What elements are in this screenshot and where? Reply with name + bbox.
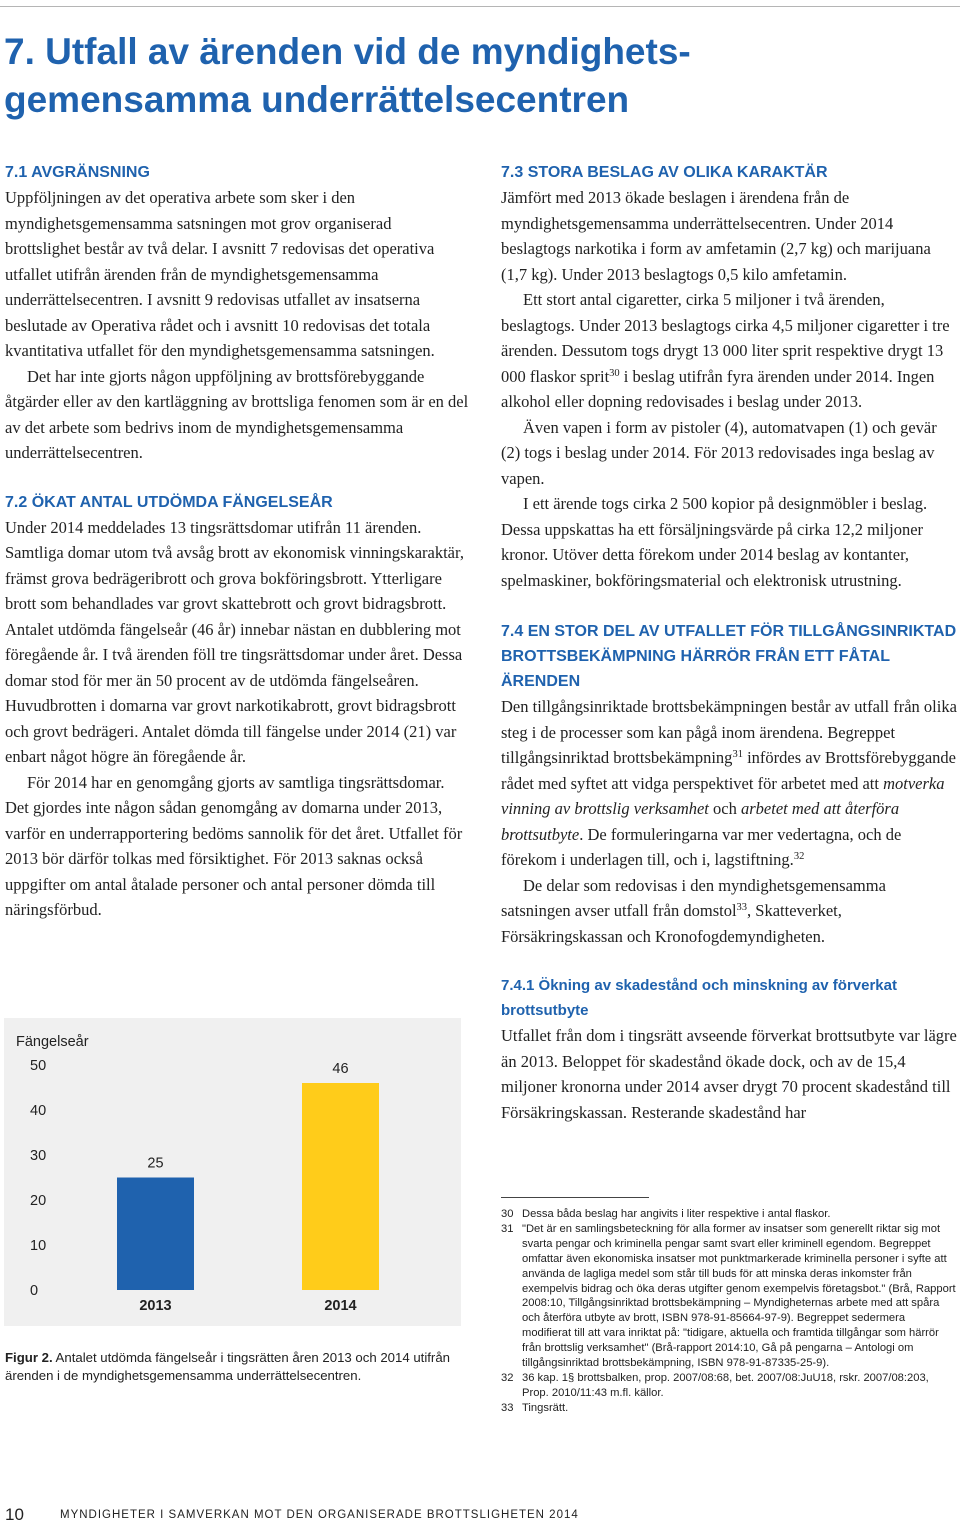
- footnote-divider: [501, 1197, 649, 1198]
- y-tick-label: 10: [30, 1238, 47, 1254]
- paragraph: Uppföljningen av det operativa arbete som sker i den myndighetsgemensamma satsningen mot grov organiserad brottslighet består av två delar. I avsnitt 7 redovisas det operativa utfallet utifrån ärenden från de myndighetsgemensamma underrättelsecentren. I avsnitt 9 redovisas utfallet av insatserna beslutade av Operativa rådet och i avsnitt 10 redovisas det totala kvantitativa utfallet för den myndighetsgemensamma satsningen.: [5, 188, 435, 360]
- y-tick-label: 0: [30, 1283, 39, 1299]
- x-tick-label-2013: 2013: [139, 1298, 172, 1314]
- section-heading-7-4: 7.4 EN STOR DEL AV UTFALLET FÖR TILLGÅNGSINRIKTAD BROTTSBEKÄMPNING HÄRRÖR FRÅN ETT FÅTAL ÄRENDEN: [501, 623, 957, 690]
- paragraph-text: infördes av Brottsförebyggande rådet med syftet att vidga perspektivet för arbetet med att: [501, 748, 957, 793]
- data-label-2013: 25: [147, 1155, 164, 1172]
- y-tick-label: 50: [30, 1058, 47, 1074]
- footnote-number: 33: [501, 1401, 514, 1414]
- bar-2013: [117, 1178, 194, 1291]
- y-axis-label: Fängelseår: [16, 1034, 89, 1050]
- section-heading-7-2: 7.2 ÖKAT ANTAL UTDÖMDA FÄNGELSEÅR: [5, 493, 333, 511]
- y-tick-label: 20: [30, 1193, 47, 1209]
- top-rule: [0, 6, 960, 7]
- footer-text: MYNDIGHETER I SAMVERKAN MOT DEN ORGANISERADE BROTTSLIGHETEN 2014: [60, 1509, 579, 1521]
- x-tick-label-2014: 2014: [324, 1298, 357, 1314]
- footnote-text: Dessa båda beslag har angivits i liter respektive i antal flaskor.: [522, 1208, 831, 1220]
- paragraph-text: i beslag utifrån fyra ärenden under 2014. Ingen alkohol eller dopning redovisades i beslag under 2013.: [501, 366, 935, 411]
- footnotes: [501, 1207, 957, 1416]
- paragraph-text: och: [708, 799, 741, 818]
- data-label-2014: 46: [332, 1061, 349, 1077]
- footnote-number: 31: [501, 1222, 514, 1235]
- footnote-number: 32: [501, 1371, 514, 1384]
- paragraph-text: Ett stort antal cigaretter, cirka 5 miljoner i två ärenden, beslagtogs. Under 2013 beslagtogs cirka 4,5 miljoner cigaretter i tre ärenden. Dessutom togs drygt 13 000 liter sprit respektive drygt 13 000 flaskor sprit: [501, 290, 950, 386]
- section-heading-7-1: 7.1 AVGRÄNSNING: [5, 164, 150, 181]
- paragraph: För 2014 har en genomgång gjorts av samtliga tingsrättsdomar. Det gjordes inte någon sådan genomgång av domarna under 2013, varför en underrapportering bedöms sannolik för det året. Utfallet för 2013 bör därför tolkas med försiktighet. För 2013 saknas också uppgifter om antal åtalade personer och antal personer dömda till näringsförbud.: [5, 772, 463, 919]
- section-heading-7-3: 7.3 STORA BESLAG AV OLIKA KARAKTÄR: [501, 164, 828, 181]
- footnote-ref-30: 30: [609, 367, 620, 379]
- right-column: [501, 160, 957, 1125]
- paragraph-text: . De formuleringarna var mer vedertagna, och de förekom i underlagen till, och i, lagstiftning.: [501, 824, 902, 869]
- footnote-ref-33: 33: [736, 902, 748, 913]
- figure-caption: [5, 1349, 465, 1384]
- paragraph: [501, 873, 957, 950]
- bar-chart-figure: [4, 1018, 461, 1326]
- bar-2014: [302, 1083, 379, 1290]
- paragraph: [501, 287, 957, 415]
- emphasis-text: arbetet med att återföra brottsutbyte: [501, 799, 900, 844]
- footnote: [501, 1207, 957, 1222]
- paragraph: Under 2014 meddelades 13 tingsrättsdomar utifrån 11 ärenden. Samtliga domar utom två avsåg brott av ekonomisk vinningskaraktär, främst grova bedrägeribrott och grova bokföringsbrott. Ytterligare brott som behandlades var grovt skattebrott och grovt bidragsbrott. Antalet utdömda fängelseår (46 år) innebar nästan en dubblering mot föregående år. I två ärenden föll tre tingsrättsdomar under året. Dessa domar stod för mer än 50 procent av de utdömda fängelseåren. Huvudbrotten i domarna var grovt narkotikabrott, grovt bidragsbrott och grovt bedrägeri. Antalet dömda till fängelse under 2014 (21) var enbart något högre än föregående år.: [5, 517, 464, 766]
- footnote: [501, 1401, 957, 1416]
- paragraph-text: , Skatteverket, Försäkringskassan och Kronofogdemyndigheten.: [501, 901, 842, 946]
- footnote-number: 30: [501, 1208, 514, 1220]
- paragraph: Jämfört med 2013 ökade beslagen i ärendena från de myndighetsgemensamma underrättelsecentren. Under 2014 beslagtogs narkotika i form av amfetamin (2,7 kg) och marijuana (1,7 kg). Under 2013 beslagtogs 0,5 kilo amfetamin.: [501, 188, 931, 284]
- page-number: 10: [5, 1505, 24, 1524]
- paragraph-text: De delar som redovisas i den myndighetsgemensamma satsningen avser utfall från domstol: [501, 875, 886, 920]
- footnote: [501, 1222, 957, 1371]
- paragraph: Det har inte gjorts någon uppföljning av brottsförebyggande åtgärder eller av den kartläggning av brottsliga fenomen som är en del av det arbete som bedrivs inom de myndighetsgemensamma underrättelsecentren.: [5, 366, 469, 462]
- paragraph: I ett ärende togs cirka 2 500 kopior på designmöbler i beslag. Dessa uppskattas ha ett försäljningsvärde på cirka 12,2 miljoner kronor. Utöver detta förekom under 2014 beslag av kontanter, spelmaskiner, bokföringsmaterial och elektronisk utrustning.: [501, 494, 928, 590]
- footnote-ref-31: 31: [732, 749, 743, 760]
- footnote: [501, 1371, 957, 1401]
- footnote-text: Tingsrätt.: [522, 1401, 569, 1414]
- paragraph-text: Den tillgångsinriktade brottsbekämpningen består av utfall från olika steg i de processer som kan pågå inom ärendena. Begreppet tillgångsinriktad brottsbekämpning: [501, 697, 957, 767]
- footnote-ref-32: 32: [793, 851, 805, 862]
- paragraph: Utfallet från dom i tingsrätt avseende förverkat brottsutbyte var lägre än 2013. Beloppet för skadestånd ökade dock, och av de 15,4 miljoner kronorna under 2014 avser drygt 70 procent skadestånd till Försäkringskassan. Resterande skadestånd har: [501, 1026, 957, 1122]
- emphasis-text: motverka vinning av brottslig verksamhet: [501, 773, 945, 818]
- figure-caption-text: Antalet utdömda fängelseår i tingsrätten åren 2013 och 2014 utifrån ärenden i de myndighetsgemensamma underrättelsecentren.: [5, 1350, 450, 1383]
- paragraph: [501, 694, 957, 873]
- left-column: [5, 160, 470, 923]
- page-title: 7. Utfall av ärenden vid de myndighets-gemensamma underrättelsecentren: [4, 31, 691, 120]
- y-tick-label: 40: [30, 1103, 47, 1119]
- figure-caption-label: Figur 2.: [5, 1350, 53, 1365]
- footnote-text: "Det är en samlingsbeteckning för alla former av insatser som generellt riktar sig mot svarta pengar och kriminella pengar samt svart eller kriminell egendom. Begreppet omfattar även ekonomiska insatser mot punktmarkerade kriminella personer i syfte att använda de lagliga medel som står till buds för att minska deras inkomster från exempelvis bidrag och öka deras utgifter genom exempelvis företagsbot." (Brå, Rapport 2008:10, Tillgångsinriktad brottsbekämpning – Myndigheternas arbete med att spåra och återföra utbyte av brott, ISBN 978-91-85664-97-9). Begreppet sedermera modifierat till att vara inriktat på: "tidigare, aktuella och framtida tillgångar som härrör från brottslig verksamhet" (Brå-rapport 2014:10, Gå på pengarna – Antologi om tillgångsinriktad brottsbekämpning, ISBN 978-91-87335-25-9).: [522, 1222, 956, 1370]
- section-heading-7-4-1: 7.4.1 Ökning av skadestånd och minskning av förverkat brottsutbyte: [501, 977, 897, 1019]
- y-tick-label: 30: [30, 1148, 47, 1164]
- paragraph: Även vapen i form av pistoler (4), automatvapen (1) och gevär (2) togs i beslag under 2014. För 2013 redovisades inga beslag av vapen.: [501, 417, 937, 488]
- bar-chart: [4, 1018, 461, 1326]
- footnote-text: 36 kap. 1§ brottsbalken, prop. 2007/08:68, bet. 2007/08:JuU18, rskr. 2007/08:203, Prop. 2010/11:43 m.fl. källor.: [522, 1371, 929, 1399]
